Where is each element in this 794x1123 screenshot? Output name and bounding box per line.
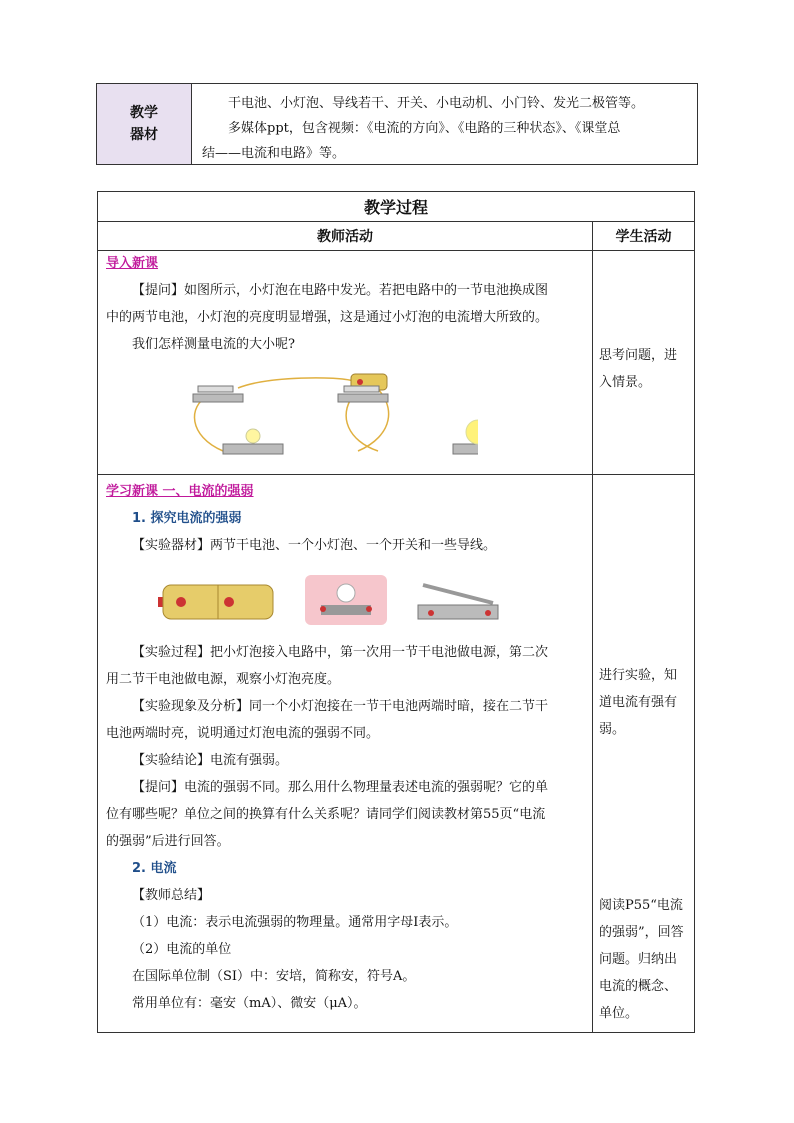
circuit-figures (178, 366, 478, 466)
intro-student-activity: 思考问题，进入情景。 (599, 348, 678, 390)
experiment-conclusion: 【实验结论】电流有强弱。 (132, 753, 289, 768)
equipment-figures (153, 575, 503, 631)
lesson-heading: 学习新课 一、电流的强弱 (106, 484, 254, 499)
common-units: 常用单位有：毫安（mA）、微安（μA）。 (132, 996, 367, 1011)
materials-label-line2: 器材 (130, 127, 158, 143)
experiment-materials: 【实验器材】两节干电池、一个小灯泡、一个开关和一些导线。 (132, 538, 497, 553)
row-divider (98, 474, 694, 475)
bulb-holder-image (305, 575, 387, 625)
teacher-header: 教师活动 (98, 222, 592, 251)
materials-line2: 多媒体ppt，包含视频：《电流的方向》、《电路的三种状态》、《课堂总 (228, 121, 621, 136)
process-title: 教学过程 (98, 192, 694, 222)
intro-heading: 导入新课 (106, 256, 159, 271)
materials-label (97, 84, 192, 164)
materials-table (96, 83, 698, 165)
process-table (97, 191, 695, 1033)
intro-question-a: 【提问】如图所示，小灯泡在电路中发光。若把电路中的一节电池换成图 (132, 283, 549, 298)
current-definition: （1）电流：表示电流强弱的物理量。通常用字母I表示。 (132, 915, 458, 930)
materials-line3: 结——电流和电路》等。 (202, 146, 346, 161)
reading-student-activity: 阅读P55“电流的强弱”，回答问题。归纳出电流的概念、单位。 (599, 898, 684, 1021)
experiment-analysis-b: 电池两端时亮，说明通过灯泡电流的强弱不同。 (106, 726, 380, 741)
current-unit: （2）电流的单位 (132, 942, 232, 957)
two-batteries-image (158, 585, 273, 619)
column-divider (592, 222, 593, 1032)
unit-question-a: 【提问】电流的强弱不同。那么用什么物理量表述电流的强弱呢？它的单 (132, 780, 549, 795)
lesson-cell (106, 478, 588, 1017)
current-subheading: 2. 电流 (132, 861, 177, 876)
experiment-student-activity: 进行实验，知道电流有强有弱。 (599, 668, 678, 737)
experiment-analysis-a: 【实验现象及分析】同一个小灯泡接在一节干电池两端时暗，接在二节干 (132, 699, 549, 714)
si-unit: 在国际单位制（SI）中：安培，简称安，符号A。 (132, 969, 416, 984)
intro-question-c: 我们怎样测量电流的大小呢? (132, 337, 295, 352)
student-header: 学生活动 (593, 222, 694, 251)
materials-content (192, 84, 697, 164)
materials-label-line1: 教学 (130, 105, 158, 121)
unit-question-b: 位有哪些呢？单位之间的换算有什么关系呢？请同学们阅读教材第55页“电流 (106, 807, 546, 822)
switch-image (418, 585, 498, 619)
intro-cell (106, 250, 588, 358)
intro-question-b: 中的两节电池，小灯泡的亮度明显增强，这是通过小灯泡的电流增大所致的。 (106, 310, 549, 325)
explore-subheading: 1. 探究电流的强弱 (132, 511, 242, 526)
teacher-summary: 【教师总结】 (132, 888, 211, 903)
experiment-process-a: 【实验过程】把小灯泡接入电路中，第一次用一节干电池做电源，第二次 (132, 645, 549, 660)
unit-question-c: 的强弱”后进行回答。 (106, 834, 230, 849)
materials-line1: 干电池、小灯泡、导线若干、开关、小电动机、小门铃、发光二极管等。 (228, 96, 645, 111)
experiment-process-b: 用二节干电池做电源，观察小灯泡亮度。 (106, 672, 341, 687)
